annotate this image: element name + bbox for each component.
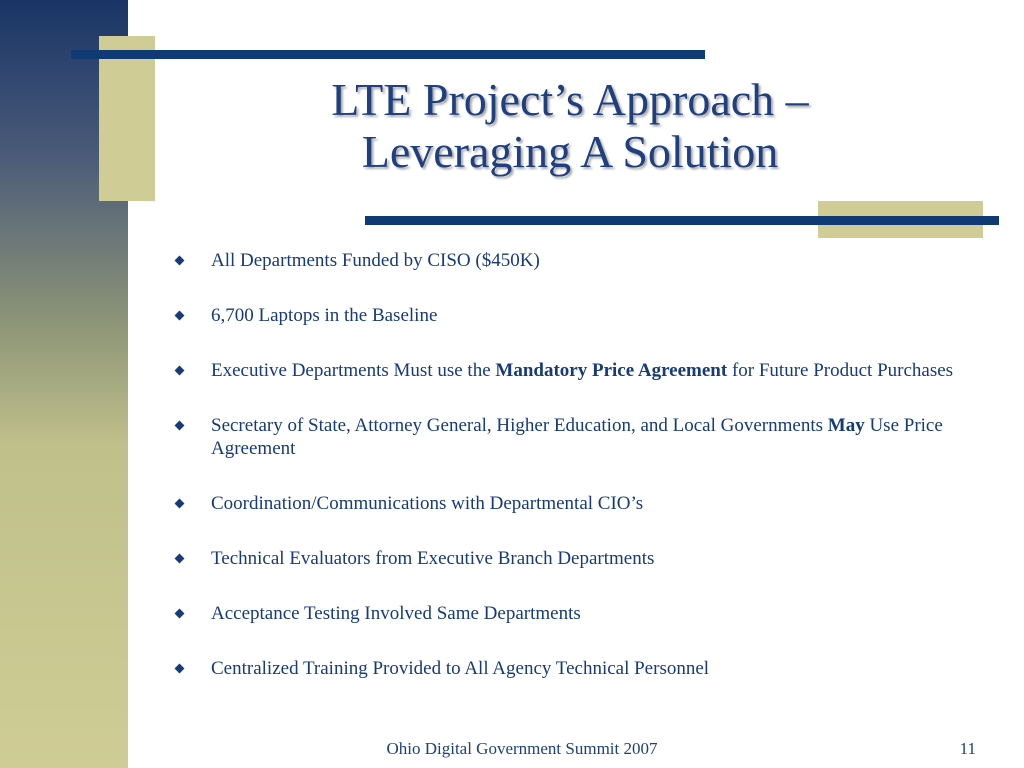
diamond-bullet-icon (175, 554, 185, 564)
bullet-text: Coordination/Communications with Departmental CIO’s (211, 493, 644, 514)
bullet-item (174, 304, 974, 327)
diamond-bullet-icon (175, 664, 185, 674)
bullet-text: Centralized Training Provided to All Agency Technical Personnel (211, 658, 710, 679)
diamond-bullet-icon (175, 311, 185, 321)
bullet-text-after: for Future Product Purchases (727, 360, 954, 381)
bullet-item (174, 547, 974, 570)
title-rule-top (71, 50, 705, 59)
diamond-bullet-icon (175, 499, 185, 509)
bullet-item (174, 492, 974, 515)
diamond-bullet-icon (175, 366, 185, 376)
slide-number: 11 (959, 739, 976, 758)
bullet-list (174, 249, 974, 712)
bullet-item (174, 359, 974, 382)
bullet-text: Acceptance Testing Involved Same Departments (211, 603, 581, 624)
bullet-text: Technical Evaluators from Executive Branch Departments (211, 548, 655, 569)
accent-block-top (99, 36, 155, 201)
slide-title-line-1: LTE Project’s Approach – (331, 74, 809, 125)
bullet-text: All Departments Funded by CISO ($450K) (211, 250, 540, 271)
bullet-bold-text: Mandatory Price Agreement (495, 360, 728, 381)
slide-title (220, 74, 920, 178)
bullet-bold-text: May (827, 415, 865, 436)
bullet-text-after: Use Price Agreement (211, 415, 943, 459)
bullet-item (174, 602, 974, 625)
bullet-item (174, 657, 974, 680)
slide-title-line-2: Leveraging A Solution (361, 126, 779, 177)
diamond-bullet-icon (175, 609, 185, 619)
bullet-text: Executive Departments Must use the (211, 360, 496, 381)
bullet-item (174, 249, 974, 272)
diamond-bullet-icon (175, 421, 185, 431)
bullet-item (174, 414, 974, 460)
bullet-text: Secretary of State, Attorney General, Higher Education, and Local Governments (211, 415, 828, 436)
bullet-text: 6,700 Laptops in the Baseline (211, 305, 438, 326)
diamond-bullet-icon (175, 256, 185, 266)
title-rule-bottom (365, 216, 999, 225)
footer-event-name: Ohio Digital Government Summit 2007 (386, 739, 658, 758)
